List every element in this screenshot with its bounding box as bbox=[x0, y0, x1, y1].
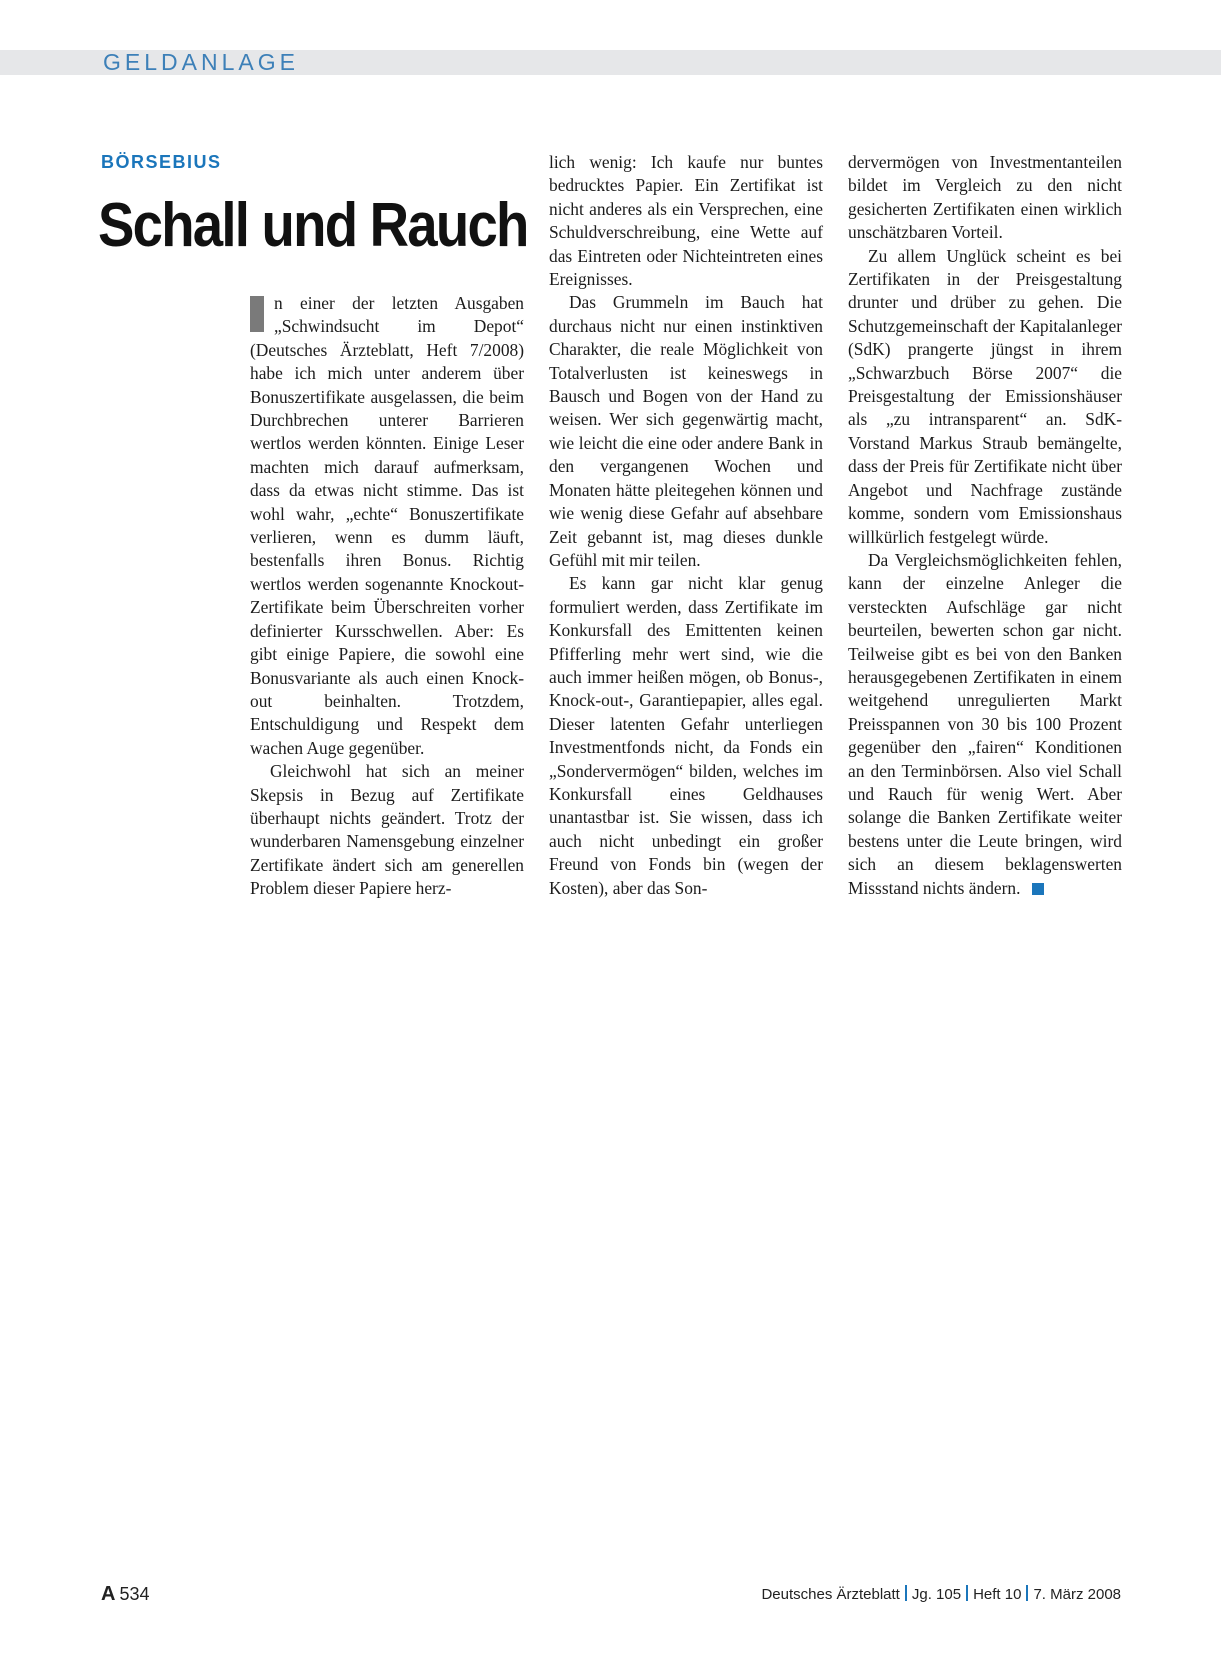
section-label: GELDANLAGE bbox=[103, 49, 299, 75]
page-number-value: 534 bbox=[119, 1584, 150, 1604]
article-column-1 bbox=[250, 292, 524, 901]
journal-name: Deutsches Ärzteblatt bbox=[761, 1586, 900, 1603]
end-of-article-square-icon bbox=[1032, 883, 1044, 895]
journal-volume: Jg. 105 bbox=[911, 1586, 962, 1603]
page-prefix: A bbox=[101, 1583, 116, 1605]
article-paragraph: Es kann gar nicht klar genug formuliert werden, dass Zertifikate im Konkursfall des Emittenten keinen Pfifferling mehr wert sind, wie die auch immer heißen mögen, ob Bonus-, Knock-out-, Garantiepapier, alles egal. Dieser latenten Gefahr unterliegen Investmentfonds nicht, da Fonds ein „Sondervermögen“ bilden, welches im Konkursfall eines Geldhauses unantastbar ist. Sie wissen, dass ich auch nicht unbedingt ein großer Freund von Fonds bin (wegen der Kosten), aber das Son- bbox=[549, 573, 823, 898]
page-number bbox=[101, 1582, 150, 1606]
article-paragraph: dervermögen von Investmentanteilen bildet im Vergleich zu den nicht gesicherten Zertifikaten einen wirklich unschätzbaren Vorteil. bbox=[848, 152, 1122, 243]
separator-bar bbox=[905, 1585, 907, 1601]
article-column-3 bbox=[848, 151, 1122, 900]
article-paragraph: Zu allem Unglück scheint es bei Zertifikaten in der Preisgestaltung drunter und drüber zu gehen. Die Schutzgemeinschaft der Kapitalanleger (SdK) prangerte jüngst in ihrem „Schwarzbuch Börse 2007“ die Preisgestaltung der Emissionshäuser als „zu intransparent“ an. SdK-Vorstand Markus Straub bemängelte, dass der Preis für Zertifikate nicht über Angebot und Nachfrage zustände komme, sondern vom Emissionshaus willkürlich festgelegt würde. bbox=[848, 245, 1122, 547]
article-paragraph: lich wenig: Ich kaufe nur buntes bedrucktes Papier. Ein Zertifikat ist nicht anderes als ein Versprechen, eine Schuldverschreibung, eine Wette auf das Eintreten oder Nichteintreten eines Ereignisses. bbox=[549, 152, 823, 290]
article-paragraph: Da Vergleichsmöglichkeiten fehlen, kann der einzelne Anleger die versteckten Aufschläge gar nicht beurteilen, bewerten schon gar nicht. Teilweise gibt es bei von den Banken herausgegebenen Zertifikaten in einem weitgehend unregulierten Markt Preisspannen von 30 bis 100 Prozent gegenüber den „fairen“ Konditionen an den Terminbörsen. Also viel Schall und Rauch für wenig Wert. Aber solange die Banken Zertifikate weiter bestens unter die Leute bringen, wird sich an diesem beklagenswerten Missstand nichts ändern. bbox=[848, 549, 1122, 898]
article-column-2 bbox=[549, 151, 823, 900]
journal-date: 7. März 2008 bbox=[1033, 1586, 1121, 1603]
article-paragraph: Das Grummeln im Bauch hat durchaus nicht nur einen instinktiven Charakter, die reale Möglichkeit von Totalverlusten ist keineswegs in Bausch und Bogen von der Hand zu weisen. Wer sich gegenwärtig macht, wie leicht die eine oder andere Bank in den vergangenen Wochen und Monaten hätte pleitegehen können und wie wenig diese Gefahr auf absehbare Zeit gebannt ist, mag dieses dunkle Gefühl mit mir teilen. bbox=[549, 292, 823, 570]
separator-bar bbox=[966, 1585, 968, 1601]
article-paragraph: Gleichwohl hat sich an meiner Skepsis in Bezug auf Zertifikate überhaupt nichts geändert. Trotz der wunderbaren Namensgebung einzelner Zertifikate ändert sich am generellen Problem dieser Papiere herz- bbox=[250, 761, 524, 899]
journal-citation bbox=[761, 1584, 1121, 1606]
article-paragraph: n einer der letzten Ausgaben „Schwindsucht im Depot“ (Deutsches Ärzteblatt, Heft 7/2008) habe ich mich unter anderem über Bonuszertifikate ausgelassen, die beim Durchbrechen unterer Barrieren wertlos werden könnten. Einige Leser machten mich darauf aufmerksam, dass da etwas nicht stimme. Das ist wohl wahr, „echte“ Bonuszertifikate verlieren, wenn es dumm läuft, bestenfalls ihren Bonus. Richtig wertlos werden sogenannte Knockout-Zertifikate beim Überschreiten vorher definierter Kursschwellen. Aber: Es gibt einige Papiere, die sowohl eine Bonusvariante als auch einen Knock-out beinhalten. Trotzdem, Entschuldigung und Respekt dem wachen Auge gegenüber. bbox=[250, 293, 524, 758]
separator-bar bbox=[1026, 1585, 1028, 1601]
column-kicker: BÖRSEBIUS bbox=[101, 152, 222, 172]
journal-issue: Heft 10 bbox=[973, 1586, 1022, 1603]
article-headline: Schall und Rauch bbox=[98, 191, 528, 260]
drop-cap-letter-i bbox=[250, 296, 264, 332]
